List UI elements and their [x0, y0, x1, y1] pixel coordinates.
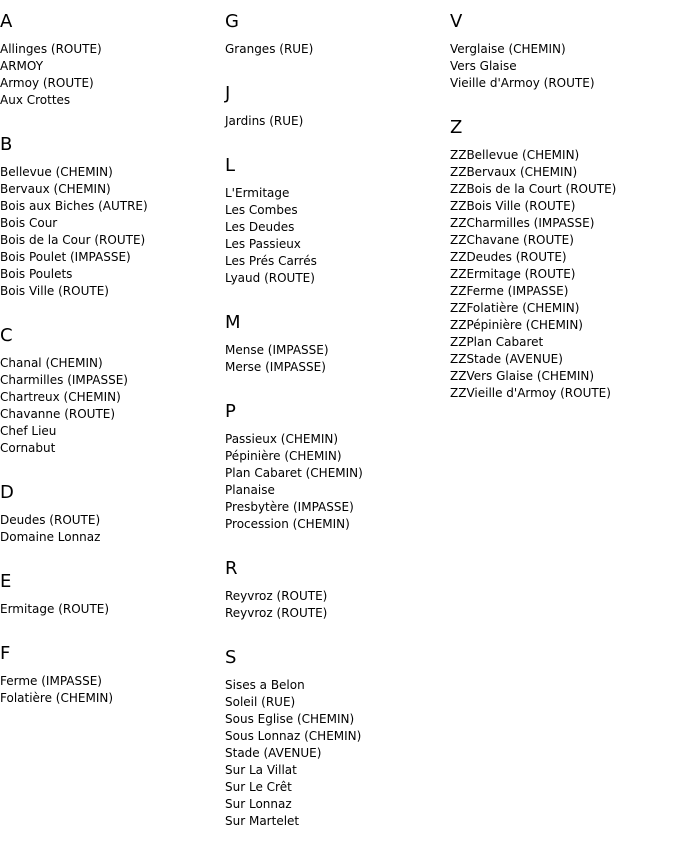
index-section [225, 11, 445, 58]
street-entry: ARMOY [0, 59, 44, 73]
section-letter-heading: S [225, 647, 237, 668]
street-entry: Lyaud (ROUTE) [225, 271, 315, 285]
street-entry: Bois Poulets [0, 267, 73, 281]
section-letter-heading: B [0, 134, 13, 155]
index-section [225, 647, 445, 830]
street-entry: ZZPlan Cabaret [450, 335, 544, 349]
index-section [0, 571, 220, 618]
index-section [450, 11, 675, 92]
street-entry: Mense (IMPASSE) [225, 343, 329, 357]
street-entry: Les Deudes [225, 220, 295, 234]
index-section [450, 117, 675, 402]
section-letter-heading: D [0, 482, 14, 503]
street-list [0, 164, 220, 300]
street-entry: Chef Lieu [0, 424, 57, 438]
street-entry: Sous Lonnaz (CHEMIN) [225, 729, 362, 743]
street-entry: ZZErmitage (ROUTE) [450, 267, 576, 281]
street-list [0, 355, 220, 457]
section-letter-heading: G [225, 11, 239, 32]
index-section [0, 11, 220, 109]
street-entry: Planaise [225, 483, 275, 497]
street-list [225, 588, 445, 622]
street-entry: Vieille d'Armoy (ROUTE) [450, 76, 595, 90]
street-list [0, 512, 220, 546]
street-entry: Sur La Villat [225, 763, 297, 777]
street-entry: ZZBervaux (CHEMIN) [450, 165, 578, 179]
street-entry: Armoy (ROUTE) [0, 76, 94, 90]
section-letter-heading: C [0, 325, 13, 346]
street-entry: ZZChavane (ROUTE) [450, 233, 574, 247]
section-letter-heading: A [0, 11, 13, 32]
index-column-1 [0, 0, 220, 707]
section-letter-heading: R [225, 558, 238, 579]
street-entry: Allinges (ROUTE) [0, 42, 102, 56]
street-entry: Merse (IMPASSE) [225, 360, 326, 374]
street-entry: Reyvroz (ROUTE) [225, 589, 328, 603]
street-entry: Bois de la Cour (ROUTE) [0, 233, 146, 247]
index-column-3 [450, 0, 675, 402]
street-entry: Sur Lonnaz [225, 797, 292, 811]
street-list [225, 185, 445, 287]
street-entry: ZZVieille d'Armoy (ROUTE) [450, 386, 611, 400]
street-entry: Chavanne (ROUTE) [0, 407, 116, 421]
street-entry: ZZDeudes (ROUTE) [450, 250, 567, 264]
street-entry: ZZBellevue (CHEMIN) [450, 148, 580, 162]
street-list [450, 147, 675, 402]
street-entry: ZZBois Ville (ROUTE) [450, 199, 576, 213]
index-section [225, 312, 445, 376]
section-letter-heading: F [0, 643, 11, 664]
street-entry: Sur Le Crêt [225, 780, 292, 794]
index-column-2 [225, 0, 445, 830]
section-letter-heading: E [0, 571, 12, 592]
street-entry: Passieux (CHEMIN) [225, 432, 339, 446]
street-entry: ZZBois de la Court (ROUTE) [450, 182, 617, 196]
street-entry: Bois aux Biches (AUTRE) [0, 199, 148, 213]
street-entry: Reyvroz (ROUTE) [225, 606, 328, 620]
index-section [225, 401, 445, 533]
section-letter-heading: L [225, 155, 236, 176]
index-section [225, 558, 445, 622]
street-entry: Ermitage (ROUTE) [0, 602, 110, 616]
street-entry: Sous Eglise (CHEMIN) [225, 712, 355, 726]
street-list [225, 431, 445, 533]
street-list [0, 673, 220, 707]
street-entry: Bois Cour [0, 216, 58, 230]
street-list [225, 677, 445, 830]
street-entry: Cornabut [0, 441, 56, 455]
section-letter-heading: P [225, 401, 236, 422]
street-entry: ZZCharmilles (IMPASSE) [450, 216, 595, 230]
street-list [0, 601, 220, 618]
street-entry: Bervaux (CHEMIN) [0, 182, 111, 196]
index-section [0, 482, 220, 546]
street-entry: Bois Poulet (IMPASSE) [0, 250, 131, 264]
street-entry: Soleil (RUE) [225, 695, 296, 709]
street-entry: Jardins (RUE) [225, 114, 304, 128]
street-entry: L'Ermitage [225, 186, 290, 200]
index-section [225, 83, 445, 130]
section-letter-heading: V [450, 11, 463, 32]
street-entry: ZZFerme (IMPASSE) [450, 284, 569, 298]
street-entry: Sur Martelet [225, 814, 300, 828]
street-entry: Presbytère (IMPASSE) [225, 500, 354, 514]
street-entry: Les Prés Carrés [225, 254, 317, 268]
index-section [225, 155, 445, 287]
street-entry: Granges (RUE) [225, 42, 314, 56]
street-entry: Charmilles (IMPASSE) [0, 373, 128, 387]
street-list [225, 113, 445, 130]
street-entry: Les Combes [225, 203, 298, 217]
street-entry: Bois Ville (ROUTE) [0, 284, 109, 298]
street-list [0, 41, 220, 109]
street-entry: Vers Glaise [450, 59, 517, 73]
street-entry: Les Passieux [225, 237, 301, 251]
street-entry: Ferme (IMPASSE) [0, 674, 102, 688]
section-letter-heading: J [225, 83, 231, 104]
street-entry: Stade (AVENUE) [225, 746, 322, 760]
street-entry: Sises a Belon [225, 678, 305, 692]
index-section [0, 643, 220, 707]
index-section [0, 134, 220, 300]
street-entry: ZZStade (AVENUE) [450, 352, 563, 366]
street-entry: Deudes (ROUTE) [0, 513, 101, 527]
street-entry: ZZPépinière (CHEMIN) [450, 318, 583, 332]
street-entry: Pépinière (CHEMIN) [225, 449, 342, 463]
street-list [225, 342, 445, 376]
street-entry: Domaine Lonnaz [0, 530, 101, 544]
index-section [0, 325, 220, 457]
street-entry: Folatière (CHEMIN) [0, 691, 114, 705]
street-entry: Verglaise (CHEMIN) [450, 42, 566, 56]
street-entry: Chanal (CHEMIN) [0, 356, 103, 370]
street-list [450, 41, 675, 92]
street-entry: Chartreux (CHEMIN) [0, 390, 121, 404]
section-letter-heading: Z [450, 117, 463, 138]
street-entry: Aux Crottes [0, 93, 71, 107]
street-entry: ZZFolatière (CHEMIN) [450, 301, 580, 315]
street-entry: Procession (CHEMIN) [225, 517, 350, 531]
street-entry: ZZVers Glaise (CHEMIN) [450, 369, 595, 383]
section-letter-heading: M [225, 312, 241, 333]
street-entry: Plan Cabaret (CHEMIN) [225, 466, 363, 480]
street-entry: Bellevue (CHEMIN) [0, 165, 113, 179]
street-list [225, 41, 445, 58]
